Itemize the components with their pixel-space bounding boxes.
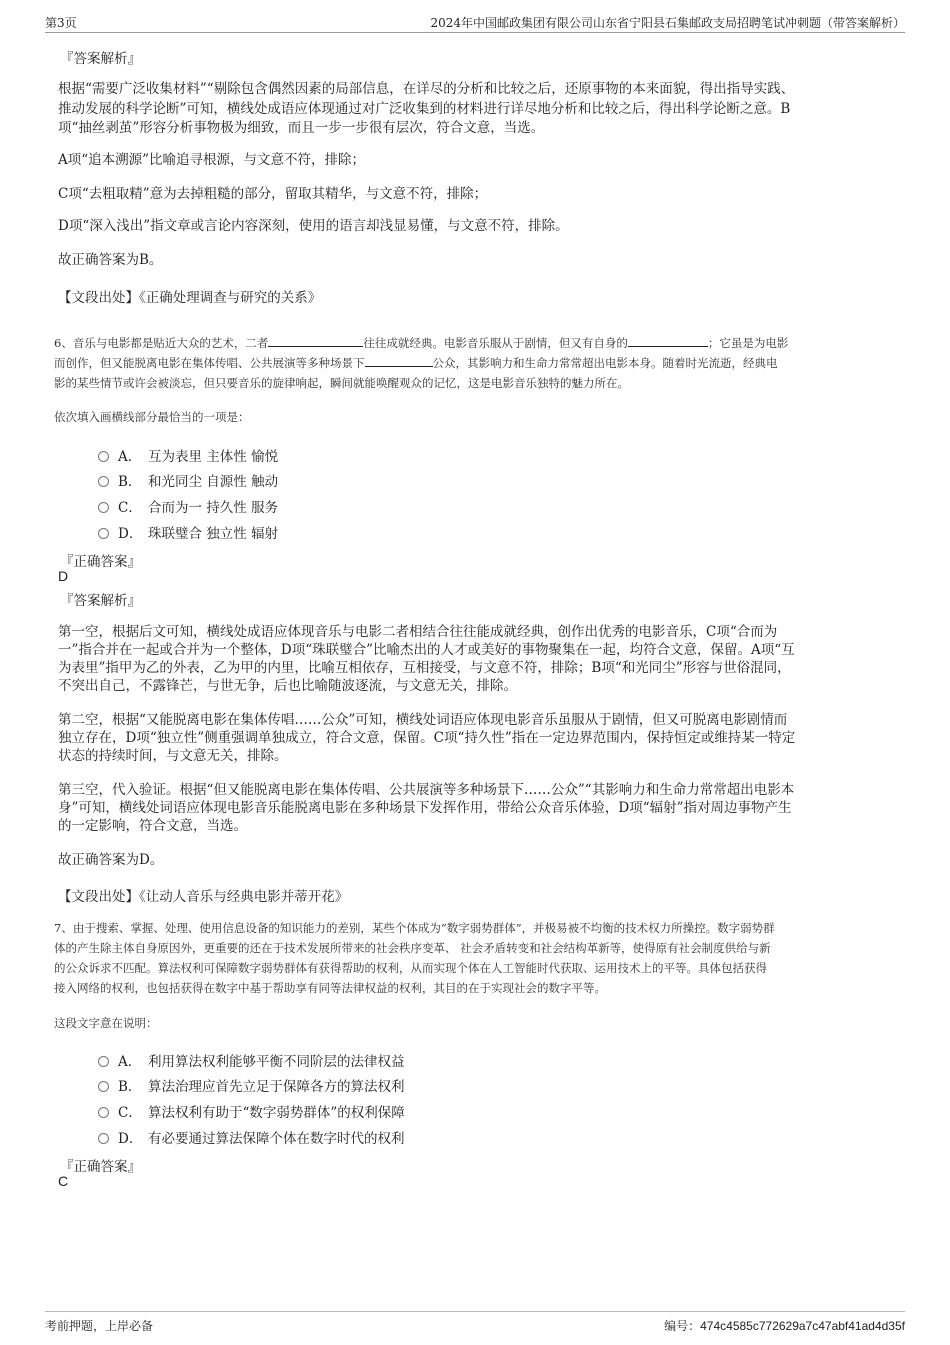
radio-button[interactable] [98,1107,109,1118]
radio-button[interactable] [98,528,109,539]
analysis-line: 不突出自己，不露锋芒，与世无争，后也比喻随波逐流，与文意无关，排除。 [58,678,517,694]
correct-answer: C [58,1173,69,1189]
radio-button[interactable] [98,1056,109,1067]
analysis-line: 推动发展的科学论断”可知，横线处成语应体现通过对广泛收集到的材料进行详尽地分析和比较之后，得出科学论断之意。B [58,101,791,117]
document-code: 编号：474c4585c772629a7c47abf41ad4d35f [664,1319,905,1333]
analysis-line: 一”指合并在一起或合并为一个整体，D项“珠联璧合”比喻杰出的人才或美好的事物聚集在一起，均符合文意，保留。A项“互 [58,642,795,658]
analysis-line: 第三空，代入验证。根据“但又能脱离电影在集体传唱、公共展演等多种场景下……公众”“其影响力和生命力常常超出电影本 [58,782,795,798]
question-6-text: 影的某些情节或许会被淡忘，但只要音乐的旋律响起，瞬间就能唤醒观众的记忆，这是电影音乐独特的魅力所在。 [54,376,629,390]
analysis-label: 『答案解析』 [60,593,141,609]
source-citation: 【文段出处】《正确处理调查与研究的关系》 [58,290,322,306]
source-citation: 【文段出处】《让动人音乐与经典电影并蒂开花》 [58,889,349,905]
fill-blank-3 [365,354,433,367]
analysis-line: 为表里”指甲为乙的外表，乙为甲的内里，比喻互相依存，互相接受，与文意不符，排除；B项“和光同尘”形容与世俗混同， [58,660,791,676]
option-a[interactable]: A． 利用算法权利能够平衡不同阶层的法律权益 [98,1050,405,1070]
answer-label: 『正确答案』 [60,554,141,570]
radio-button[interactable] [98,1133,109,1144]
option-c[interactable]: C． 算法权利有助于“数字弱势群体”的权利保障 [98,1101,405,1121]
option-c-analysis: C项“去粗取精”意为去掉粗糙的部分，留取其精华，与文意不符，排除； [58,186,488,202]
correct-answer: D [58,568,69,584]
question-6-text: 6、音乐与电影都是贴近大众的艺术，二者 往往成就经典。电影音乐服从于剧情，但又有自身的 ；它虽是为电影 [54,336,789,350]
option-b[interactable]: B． 算法治理应首先立足于保障各方的算法权利 [98,1075,405,1095]
analysis-line: 第二空，根据“又能脱离电影在集体传唱……公众”可知，横线处词语应体现电影音乐虽服从于剧情，但又可脱离电影剧情而 [58,712,788,728]
question-prompt: 这段文字意在说明： [54,1016,158,1030]
document-title: 2024年中国邮政集团有限公司山东省宁阳县石集邮政支局招聘笔试冲刺题（带答案解析） [430,16,905,30]
analysis-label: 『答案解析』 [60,51,141,67]
radio-button[interactable] [98,451,109,462]
footer-slogan: 考前押题，上岸必备 [45,1319,154,1333]
radio-button[interactable] [98,1081,109,1092]
fill-blank-1 [268,334,363,347]
option-b[interactable]: B． 和光同尘 自源性 触动 [98,470,278,490]
option-a[interactable]: A． 互为表里 主体性 愉悦 [98,445,278,465]
analysis-line: 独立存在，D项“独立性”侧重强调单独成立，符合文意，保留。C项“持久性”指在一定边界范围内，保持恒定或维持某一特定 [58,730,796,746]
conclusion: 故正确答案为D。 [58,852,164,868]
fill-blank-2 [628,334,708,347]
radio-button[interactable] [98,502,109,513]
analysis-line: 状态的持续时间，与文意无关，排除。 [58,748,288,764]
answer-label: 『正确答案』 [60,1159,141,1175]
question-prompt: 依次填入画横线部分最恰当的一项是： [54,410,250,424]
option-c[interactable]: C． 合而为一 持久性 服务 [98,496,278,516]
option-d-analysis: D项“深入浅出”指文章或言论内容深刻，使用的语言却浅显易懂，与文意不符，排除。 [58,218,569,234]
page-footer [45,1311,905,1334]
radio-button[interactable] [98,476,109,487]
question-7-text: 的公众诉求不匹配。算法权利可保障数字弱势群体有获得帮助的权利，从而实现个体在人工智能时代获取、运用技术上的平等。具体包括获得 [54,961,767,975]
question-7-text: 7、由于搜索、掌握、处理、使用信息设备的知识能力的差别，某些个体成为“数字弱势群体”，并极易被不均衡的技术权力所操控。数字弱势群 [54,921,775,935]
analysis-line: 项“抽丝剥茧”形容分析事物极为细致，而且一步一步很有层次，符合文意，当选。 [58,120,545,136]
option-d[interactable]: D． 珠联璧合 独立性 辐射 [98,522,278,542]
analysis-line: 第一空，根据后文可知，横线处成语应体现音乐与电影二者相结合往往能成就经典，创作出优秀的电影音乐，C项“合而为 [58,624,778,640]
option-d[interactable]: D． 有必要通过算法保障个体在数字时代的权利 [98,1127,405,1147]
question-7-text: 接入网络的权利，也包括获得在数字中基于帮助享有同等法律权益的权利，其目的在于实现社会的数字平等。 [54,981,606,995]
conclusion: 故正确答案为B。 [58,252,163,268]
option-a-analysis: A项“追本溯源”比喻追寻根源，与文意不符，排除； [58,152,366,168]
analysis-line: 身”可知，横线处词语应体现电影音乐能脱离电影在多种场景下发挥作用，带给公众音乐体验，D项“辐射”指对周边事物产生 [58,800,792,816]
page-header [45,14,905,33]
analysis-line: 的一定影响，符合文意，当选。 [58,818,247,834]
question-7-text: 体的产生除主体自身原因外，更重要的还在于技术发展所带来的社会秩序变革、 社会矛盾转变和社会结构革新等，使得原有社会制度供给与新 [54,941,771,955]
question-6-text: 而创作，但又能脱离电影在集体传唱、公共展演等多种场景下 公众，其影响力和生命力常常超出电影本身。随着时光流逝，经典电 [54,356,778,370]
analysis-line: 根据“需要广泛收集材料”“剔除包含偶然因素的局部信息，在详尽的分析和比较之后，还原事物的本来面貌，得出指导实践、 [58,81,795,97]
page-number: 第3页 [45,16,77,30]
